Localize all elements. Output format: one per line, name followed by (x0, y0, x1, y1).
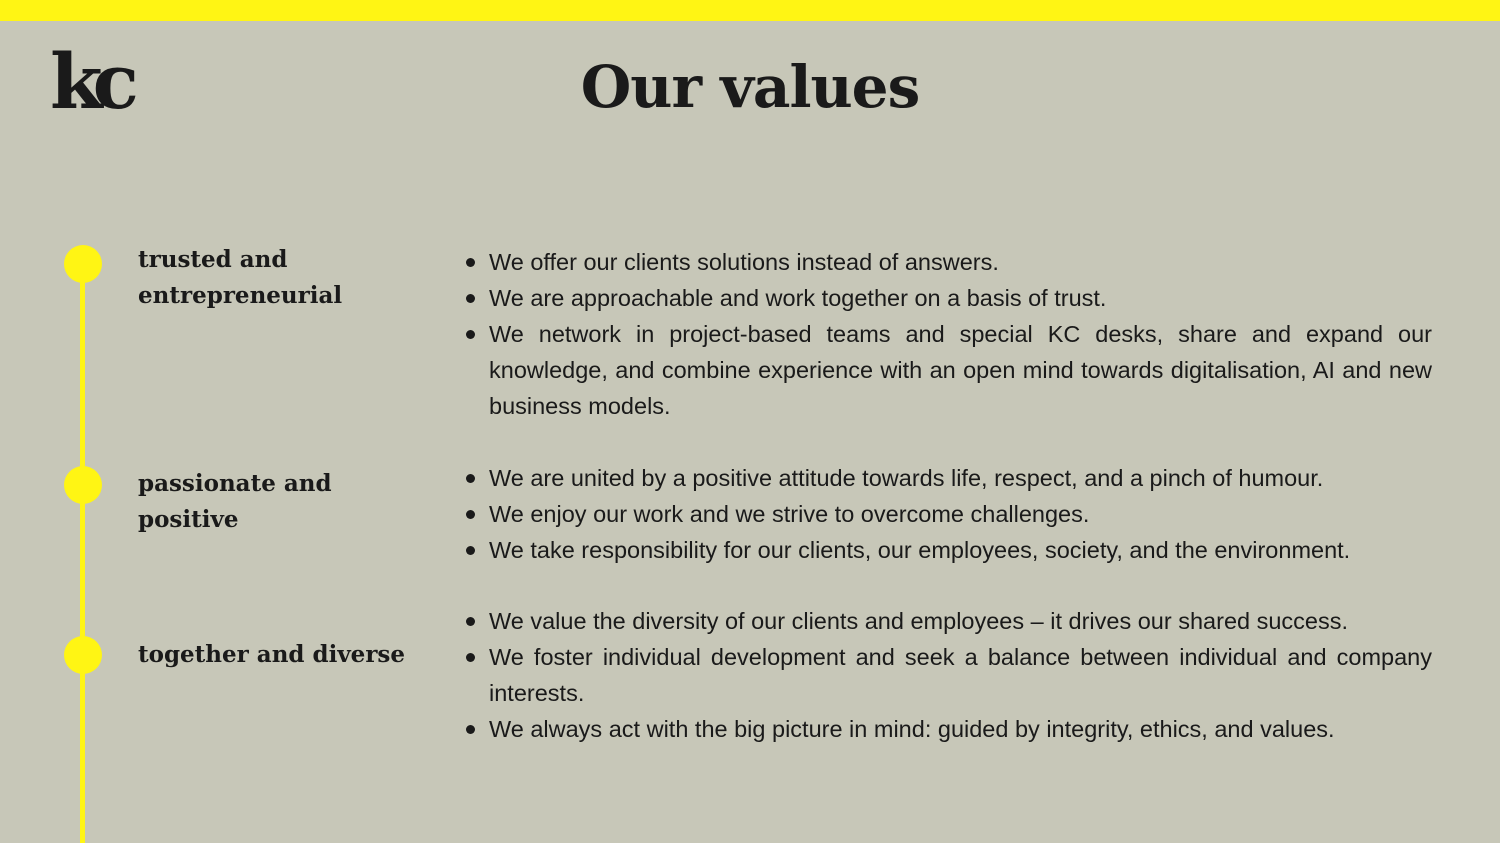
bullet-icon (466, 294, 475, 303)
value-label-passionate: passionate and positive (138, 470, 332, 533)
company-logo: kc (50, 37, 129, 126)
list-item (466, 316, 1432, 424)
bullet-icon (466, 725, 475, 734)
value-bullets-together (466, 603, 1432, 747)
timeline-line (80, 263, 85, 843)
list-item (466, 460, 1432, 496)
list-item (466, 711, 1432, 747)
list-item (466, 532, 1432, 568)
bullet-icon (466, 510, 475, 519)
value-label-together: together and diverse (138, 641, 406, 668)
bullet-text: We network in project-based teams and special KC desks, share and expand our knowledge, and combine experience with an open mind towards digitalisation, AI and new business models. (489, 321, 1432, 419)
bullet-text: We are united by a positive attitude towards life, respect, and a pinch of humour. (489, 465, 1324, 491)
bullet-icon (466, 330, 475, 339)
bullet-text: We take responsibility for our clients, our employees, society, and the environment. (489, 537, 1351, 563)
bullet-icon (466, 474, 475, 483)
timeline-dot-trusted (64, 245, 102, 283)
bullet-text: We value the diversity of our clients and employees – it drives our shared success. (489, 608, 1349, 634)
list-item (466, 639, 1432, 711)
value-bullets-trusted (466, 244, 1432, 424)
bullet-icon (466, 546, 475, 555)
timeline-dot-passionate (64, 466, 102, 504)
bullet-text: We are approachable and work together on a basis of trust. (489, 285, 1107, 311)
list-item (466, 244, 1432, 280)
bullet-icon (466, 617, 475, 626)
bullet-text: We foster individual development and seek a balance between individual and company interests. (489, 644, 1432, 706)
page-title: Our values (580, 53, 920, 121)
bullet-icon (466, 653, 475, 662)
value-label-trusted: trusted and entrepreneurial (138, 246, 343, 309)
bullet-icon (466, 258, 475, 267)
list-item (466, 603, 1432, 639)
timeline-dot-together (64, 636, 102, 674)
bullet-text: We always act with the big picture in mind: guided by integrity, ethics, and values. (489, 716, 1335, 742)
top-accent-bar (0, 0, 1500, 21)
value-bullets-passionate (466, 460, 1432, 568)
bullet-text: We enjoy our work and we strive to overcome challenges. (489, 501, 1090, 527)
list-item (466, 496, 1432, 532)
list-item (466, 280, 1432, 316)
bullet-text: We offer our clients solutions instead of answers. (489, 249, 999, 275)
